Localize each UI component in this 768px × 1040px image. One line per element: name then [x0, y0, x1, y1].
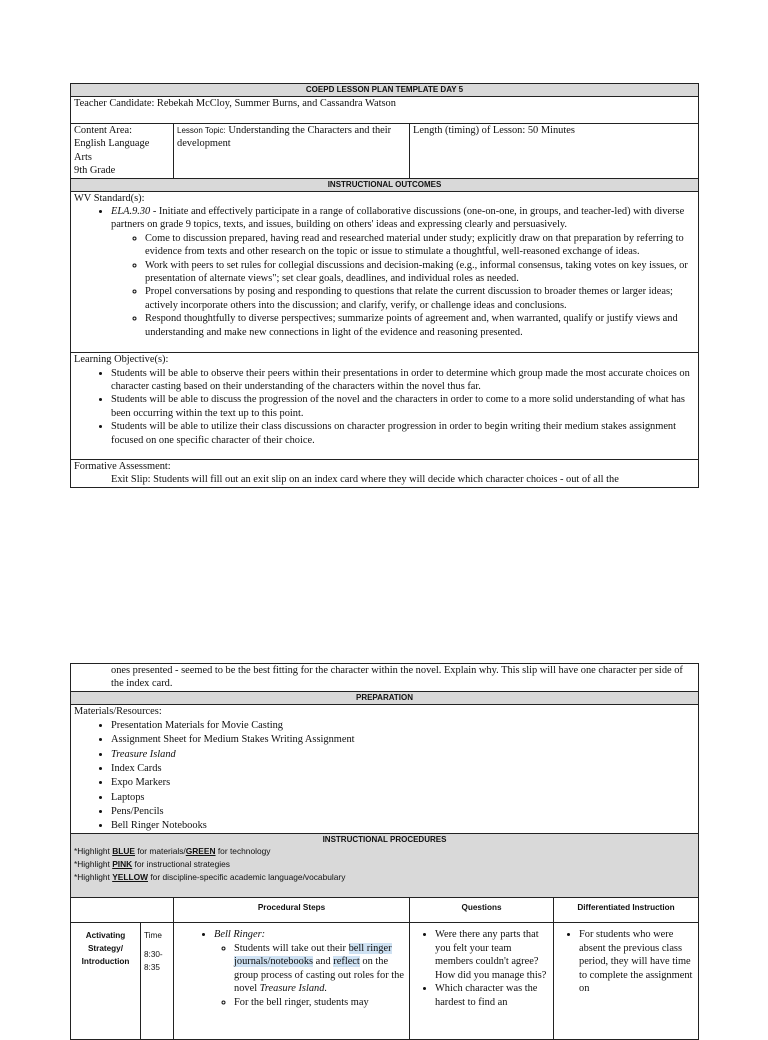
lesson-length: Length (timing) of Lesson: 50 Minutes — [410, 124, 699, 179]
questions-cell — [410, 923, 554, 1040]
standard-code: ELA.9.30 — [111, 206, 151, 218]
time-label: Time — [144, 931, 162, 941]
procedural-steps-list — [177, 928, 406, 1008]
list-item: • Index Cards — [111, 762, 695, 776]
formative-assessment-list — [74, 473, 695, 486]
content-area-line: 9th Grade — [74, 165, 116, 177]
list-item: • Bell Ringer: ◦ Students will take out their bell ringer journals/notebooks and reflect on the group process of casting out roles for the novel Treasure Island. ◦ For the bell ringer, students may — [214, 928, 406, 1008]
list-item: • Pens/Pencils — [111, 805, 695, 819]
list-item: • For students who were absent the previous class period, they will have time to complete the assignment on — [579, 928, 695, 995]
content-area-label: Content Area: — [74, 125, 133, 136]
materials-list — [74, 719, 695, 833]
column-header-empty — [71, 898, 174, 923]
list-item: • Students will be able to discuss the progression of the novel and the characters in order to come to a more solid understanding of what has been occurring within the text up to this point. — [111, 393, 695, 420]
list-item: ◦ Work with peers to set rules for collegial discussions and decision-making (e.g., informal consensus, taking votes on key issues, or presentation of alternate views"; set clear goals, deadlines, and individual roles as needed. — [145, 259, 695, 286]
highlighted-strategy: reflect — [333, 956, 360, 968]
activating-strategy-label: Activating Strategy/ Introduction — [71, 923, 141, 1040]
list-item: • Which character was the hardest to find an — [435, 982, 550, 1009]
procedural-steps-cell — [174, 923, 410, 1040]
column-header-procedural-steps: Procedural Steps — [174, 898, 410, 923]
teacher-candidate: Teacher Candidate: Rebekah McCloy, Summer Burns, and Cassandra Watson — [71, 97, 699, 124]
list-item: • Presentation Materials for Movie Casting — [111, 719, 695, 733]
list-item: • Treasure Island — [111, 748, 695, 762]
instructional-outcomes-header: INSTRUCTIONAL OUTCOMES — [71, 178, 699, 191]
lesson-plan-table-1 — [70, 83, 699, 488]
procedural-sub-list — [214, 942, 406, 1009]
questions-list — [413, 928, 550, 1008]
highlighted-material: bell ringer journals/notebooks — [234, 942, 392, 968]
procedures-cell — [71, 834, 699, 898]
materials-label: Materials/Resources: — [74, 705, 162, 717]
list-item: • Students will be able to utilize their class discussions on character progression in order to begin writing their medium stakes assignment focused on one specific character of their choice. — [111, 420, 695, 447]
wv-standards-label: WV Standard(s): — [74, 192, 145, 204]
list-item: • Expo Markers — [111, 776, 695, 790]
procedures-header: INSTRUCTIONAL PROCEDURES — [322, 835, 447, 845]
list-item: • Assignment Sheet for Medium Stakes Writing Assignment — [111, 733, 695, 747]
formative-assessment-continued: ones presented - seemed to be the best fitting for the character within the novel. Explain why. This slip will have one character per side of the index card. — [71, 664, 699, 692]
standard-sub-list — [111, 232, 695, 339]
highlight-note: *Highlight PINK for instructional strategies — [74, 859, 230, 870]
list-item: • Laptops — [111, 791, 695, 805]
standard-text: - Initiate and effectively participate in a range of collaborative discussions (one-on-one, in groups, and teacher-led) with diverse partners on grade 9 topics, texts, and issues, building on others' ideas and expressing clearly and persuasively. — [111, 206, 685, 231]
lesson-plan-page-2 — [70, 663, 698, 1040]
lesson-topic-value: Understanding the Characters and their development — [177, 125, 392, 150]
highlight-note: *Highlight BLUE for materials/GREEN for technology — [74, 846, 271, 857]
list-item: • Bell Ringer Notebooks — [111, 819, 695, 833]
formative-assessment-label: Formative Assessment: — [74, 460, 171, 472]
time-cell — [141, 923, 174, 1040]
list-item: ◦ Students will take out their bell ringer journals/notebooks and reflect on the group process of casting out roles for the novel Treasure Island. — [234, 942, 406, 996]
content-area-line: English Language — [74, 138, 150, 150]
list-item: • Were there any parts that you felt your team members couldn't agree? How did you manage this? — [435, 928, 550, 982]
lesson-topic-cell — [174, 124, 410, 179]
column-header-differentiated: Differentiated Instruction — [554, 898, 699, 923]
learning-objectives-cell — [71, 353, 699, 460]
learning-objectives-label: Learning Objective(s): — [74, 354, 169, 366]
preparation-header: PREPARATION — [71, 691, 699, 704]
lesson-topic-label: Lesson Topic: — [177, 126, 226, 135]
lesson-plan-page-1 — [70, 83, 698, 488]
time-value: 8:30-8:35 — [144, 950, 163, 973]
learning-objectives-list — [74, 367, 695, 447]
formative-assessment-cell — [71, 459, 699, 487]
list-item — [111, 205, 695, 339]
differentiated-cell — [554, 923, 699, 1040]
highlight-notes — [74, 845, 695, 896]
list-item: ◦ Respond thoughtfully to diverse perspectives; summarize points of agreement and, when warranted, qualify or justify views and understanding and make new connections in light of the evidence and reasoning presented. — [145, 312, 695, 339]
content-area-line: Arts — [74, 151, 92, 163]
highlight-note: *Highlight YELLOW for discipline-specific academic language/vocabulary — [74, 872, 346, 883]
list-item: ◦ Come to discussion prepared, having read and researched material under study; explicitly draw on that preparation by referring to evidence from texts and other research on the topic or issue to stimulate a thoughtful, well-reasoned exchange of ideas. — [145, 232, 695, 259]
content-area-cell — [71, 124, 174, 179]
list-item: ◦ For the bell ringer, students may — [234, 996, 406, 1009]
list-item: • Students will be able to observe their peers within their presentations in order to determine which group made the most accurate choices on character casting based on their understanding of the characters within the novel thus far. — [111, 367, 695, 394]
page-title: COEPD LESSON PLAN TEMPLATE DAY 5 — [71, 84, 699, 97]
list-item: • Exit Slip: Students will fill out an exit slip on an index card where they will decide which character choices - out of all the — [111, 473, 695, 486]
differentiated-list — [557, 928, 695, 995]
list-item: ◦ Propel conversations by posing and responding to questions that relate the current discussion to broader themes or larger ideas; actively incorporate others into the discussion; and clarify, verify, or challenge ideas and conclusions. — [145, 285, 695, 312]
wv-standards-cell — [71, 191, 699, 352]
materials-cell — [71, 704, 699, 834]
lesson-plan-table-2 — [70, 663, 699, 1040]
column-header-questions: Questions — [410, 898, 554, 923]
standards-list — [74, 205, 695, 339]
